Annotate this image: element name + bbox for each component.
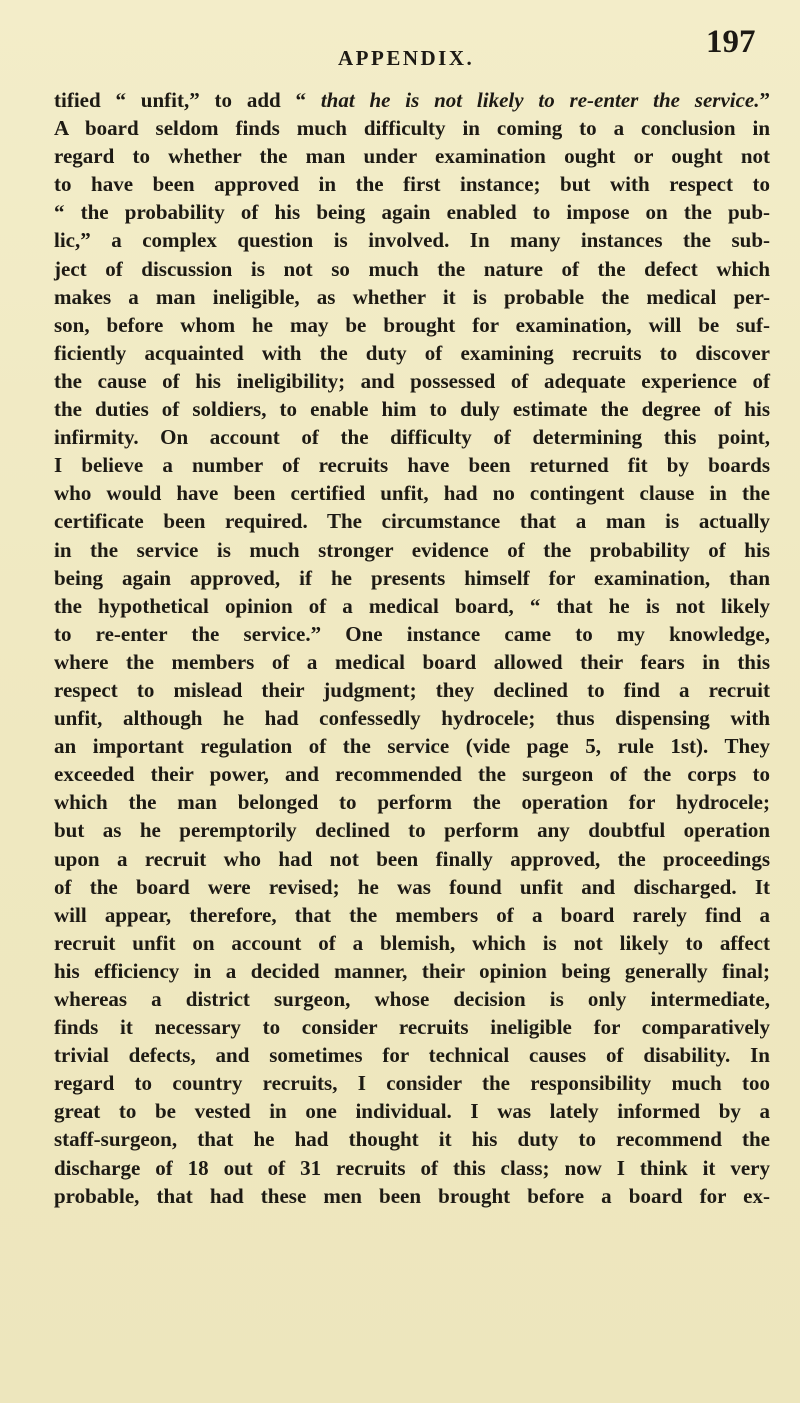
italic-quote: that he is not likely to re-enter the service.: [320, 88, 760, 112]
text-line: probable, that had these men been brought before a board for ex-: [54, 1183, 770, 1208]
text-line: will appear, therefore, that the members of a board rarely find a: [54, 902, 770, 927]
text-line: the duties of soldiers, to enable him to duly estimate the degree of his: [54, 397, 770, 422]
text-line: upon a recruit who had not been finally approved, the proceedings: [54, 846, 770, 871]
text-line: ficiently acquainted with the duty of examining recruits to discover: [54, 340, 770, 365]
text-line: respect to mislead their judgment; they declined to find a recruit: [54, 677, 770, 702]
text-line: an important regulation of the service (vide page 5, rule 1st). They: [54, 734, 770, 759]
text-line: “ the probability of his being again enabled to impose on the pub-: [54, 200, 770, 225]
text-line: exceeded their power, and recommended the surgeon of the corps to: [54, 762, 770, 787]
text-line: discharge of 18 out of 31 recruits of this class; now I think it very: [54, 1155, 770, 1180]
text-run: ”: [759, 88, 771, 112]
page-number: 197: [706, 24, 756, 60]
text-line: certificate been required. The circumstance that a man is actually: [54, 509, 770, 534]
running-head: APPENDIX.: [338, 46, 475, 70]
text-line: the cause of his ineligibility; and possessed of adequate experience of: [54, 368, 770, 393]
text-line: which the man belonged to perform the operation for hydrocele;: [54, 790, 770, 815]
text-line: regard to country recruits, I consider the responsibility much too: [54, 1071, 770, 1096]
text-line: ject of discussion is not so much the nature of the defect which: [54, 256, 770, 281]
text-line: [54, 86, 770, 114]
text-line: lic,” a complex question is involved. In many instances the sub-: [54, 228, 770, 253]
text-line: son, before whom he may be brought for examination, will be suf-: [54, 312, 770, 337]
text-line: his efficiency in a decided manner, their opinion being generally final;: [54, 958, 770, 983]
text-line: in the service is much stronger evidence of the probability of his: [54, 537, 770, 562]
text-line: being again approved, if he presents himself for examination, than: [54, 565, 770, 590]
text-line: I believe a number of recruits have been returned fit by boards: [54, 453, 770, 478]
text-run: tified “ unfit,” to add “: [54, 88, 321, 112]
page-header: [0, 22, 800, 70]
text-line: the hypothetical opinion of a medical board, “ that he is not likely: [54, 593, 770, 618]
text-line: makes a man ineligible, as whether it is probable the medical per-: [54, 284, 770, 309]
text-line: whereas a district surgeon, whose decision is only intermediate,: [54, 987, 770, 1011]
text-line: but as he peremptorily declined to perform any doubtful operation: [54, 818, 770, 843]
text-line: trivial defects, and sometimes for technical causes of disability. In: [54, 1043, 770, 1068]
text-line: to re-enter the service.” One instance came to my knowledge,: [54, 621, 770, 646]
text-line: to have been approved in the first instance; but with respect to: [54, 172, 770, 197]
text-line: of the board were revised; he was found unfit and discharged. It: [54, 874, 770, 899]
text-line: finds it necessary to consider recruits ineligible for comparatively: [54, 1015, 770, 1040]
text-line: regard to whether the man under examination ought or ought not: [54, 144, 770, 169]
body-text: [54, 86, 770, 1210]
text-line: where the members of a medical board allowed their fears in this: [54, 649, 770, 674]
text-line: unfit, although he had confessedly hydrocele; thus dispensing with: [54, 706, 770, 731]
text-line: great to be vested in one individual. I was lately informed by a: [54, 1099, 770, 1124]
text-line: infirmity. On account of the difficulty of determining this point,: [54, 425, 770, 450]
text-line: staff-surgeon, that he had thought it his duty to recommend the: [54, 1127, 770, 1152]
text-line: recruit unfit on account of a blemish, which is not likely to affect: [54, 930, 770, 955]
text-line: who would have been certified unfit, had no contingent clause in the: [54, 481, 770, 506]
text-line: A board seldom finds much difficulty in coming to a conclusion in: [54, 116, 770, 141]
